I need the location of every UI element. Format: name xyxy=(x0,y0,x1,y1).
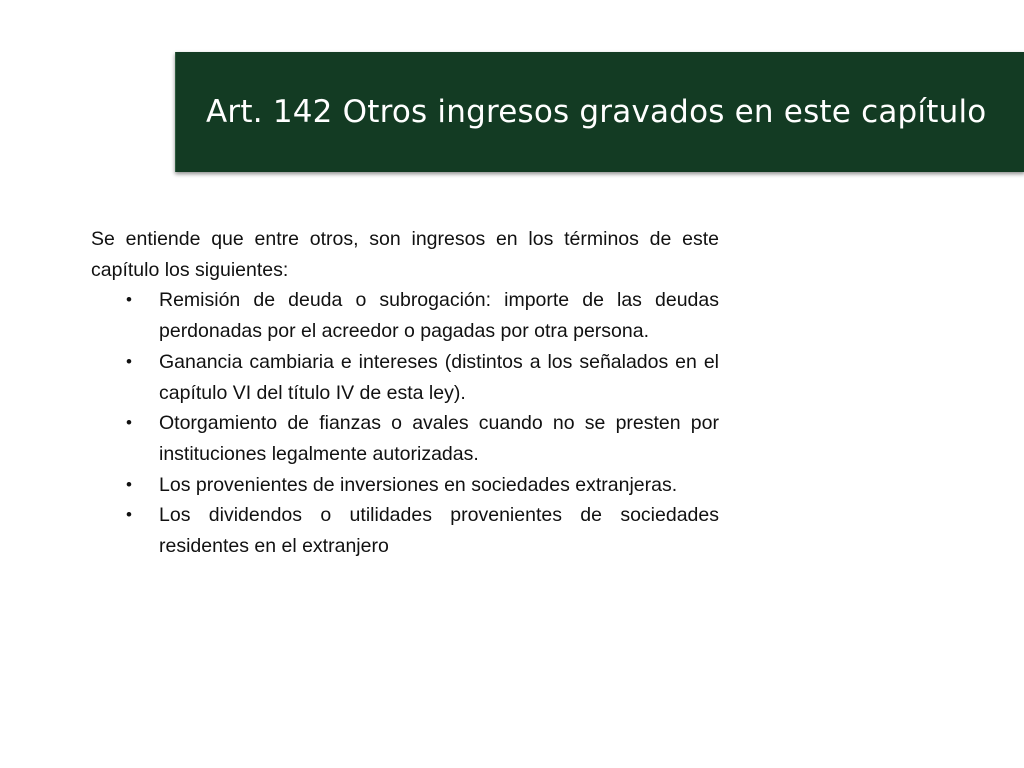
bullet-list xyxy=(91,285,719,561)
slide-body xyxy=(91,224,719,562)
bullet-text: Remisión de deuda o subrogación: importe de las deudas perdonadas por el acreedor o pagadas por otra persona. xyxy=(159,289,719,343)
bullet-icon: • xyxy=(126,505,132,525)
bullet-item xyxy=(91,470,719,501)
bullet-item xyxy=(91,500,719,561)
bullet-item xyxy=(91,408,719,469)
bullet-text: Los provenientes de inversiones en sociedades extranjeras. xyxy=(159,473,678,496)
intro-paragraph: Se entiende que entre otros, son ingresos en los términos de este capítulo los siguientes: xyxy=(91,228,719,281)
bullet-item xyxy=(91,285,719,346)
bullet-icon: • xyxy=(126,290,132,310)
bullet-text: Los dividendos o utilidades provenientes de sociedades residentes en el extranjero xyxy=(159,504,719,558)
bullet-icon: • xyxy=(126,413,132,433)
bullet-icon: • xyxy=(126,351,132,371)
title-banner xyxy=(175,52,1024,172)
slide-title: Art. 142 Otros ingresos gravados en este capítulo xyxy=(206,94,987,130)
bullet-icon: • xyxy=(126,474,132,494)
bullet-text: Otorgamiento de fianzas o avales cuando no se presten por instituciones legalmente autorizadas. xyxy=(159,412,719,465)
bullet-text: Ganancia cambiaria e intereses (distintos a los señalados en el capítulo VI del título IV de esta ley). xyxy=(159,350,719,404)
bullet-item xyxy=(91,347,719,408)
